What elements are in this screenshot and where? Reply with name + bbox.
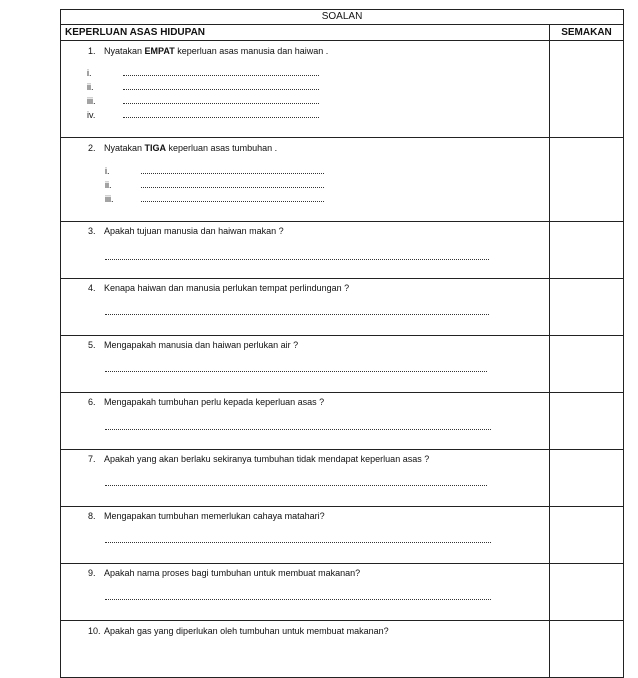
answer-line[interactable] — [105, 313, 489, 315]
question-row — [61, 393, 624, 450]
question-cell — [61, 393, 550, 450]
question-cell — [61, 41, 550, 138]
question-number: 6. — [88, 397, 96, 407]
check-cell[interactable] — [550, 222, 624, 279]
check-cell[interactable] — [550, 393, 624, 450]
question-number: 9. — [88, 568, 96, 578]
question-number: 8. — [88, 511, 96, 521]
question-row — [61, 222, 624, 279]
answer-line[interactable] — [105, 370, 487, 372]
question-text-part: Apakah tujuan manusia dan haiwan makan ? — [104, 226, 284, 236]
question-text-part: Apakah nama proses bagi tumbuhan untuk membuat makanan? — [104, 568, 361, 578]
column-header-topic: KEPERLUAN ASAS HIDUPAN — [61, 25, 550, 41]
sub-label: iii. — [105, 194, 114, 204]
question-text — [88, 568, 360, 578]
dotted-blank — [141, 172, 324, 174]
answer-line[interactable] — [105, 428, 491, 430]
question-row — [61, 507, 624, 564]
question-text-part: Nyatakan — [104, 46, 145, 56]
answer-line[interactable] — [105, 194, 324, 204]
question-text — [88, 143, 277, 153]
sub-label: ii. — [87, 82, 94, 92]
sub-label: iv. — [87, 110, 96, 120]
check-cell[interactable] — [550, 41, 624, 138]
answer-line[interactable] — [105, 541, 491, 543]
question-number: 1. — [88, 46, 96, 56]
check-cell[interactable] — [550, 507, 624, 564]
question-number: 2. — [88, 143, 96, 153]
question-text-part: Apakah yang akan berlaku sekiranya tumbuhan tidak mendapat keperluan asas ? — [104, 454, 430, 464]
dotted-blank — [123, 74, 319, 76]
question-number: 5. — [88, 340, 96, 350]
dotted-blank — [141, 200, 324, 202]
question-table — [60, 9, 624, 678]
question-row — [61, 336, 624, 393]
sheet-title: SOALAN — [61, 10, 624, 25]
answer-line[interactable] — [87, 110, 319, 120]
dotted-blank — [123, 116, 319, 118]
question-cell — [61, 507, 550, 564]
question-row — [61, 41, 624, 138]
sub-label: i. — [105, 166, 110, 176]
check-cell[interactable] — [550, 621, 624, 678]
dotted-blank — [141, 186, 324, 188]
header-row — [61, 25, 624, 41]
question-text — [88, 226, 284, 236]
sub-label: ii. — [105, 180, 112, 190]
question-emphasis: TIGA — [144, 143, 167, 153]
question-row — [61, 564, 624, 621]
answer-line[interactable] — [105, 258, 489, 260]
question-cell — [61, 222, 550, 279]
question-text-part: Mengapakah manusia dan haiwan perlukan air ? — [104, 340, 299, 350]
answer-line[interactable] — [105, 484, 487, 486]
question-cell — [61, 279, 550, 336]
question-text-part: Apakah gas yang diperlukan oleh tumbuhan untuk membuat makanan? — [104, 626, 389, 636]
question-text — [88, 397, 324, 407]
question-text-part: Mengapakan tumbuhan memerlukan cahaya matahari? — [104, 511, 325, 521]
question-text — [88, 46, 328, 56]
question-cell — [61, 621, 550, 678]
question-text — [88, 626, 389, 636]
check-cell[interactable] — [550, 450, 624, 507]
question-text-part: Nyatakan — [104, 143, 145, 153]
question-cell — [61, 336, 550, 393]
question-row — [61, 138, 624, 222]
question-row — [61, 450, 624, 507]
answer-line[interactable] — [87, 68, 319, 78]
answer-line[interactable] — [105, 598, 491, 600]
column-header-check: SEMAKAN — [550, 25, 624, 41]
answer-line[interactable] — [105, 180, 324, 190]
check-cell[interactable] — [550, 336, 624, 393]
question-text — [88, 454, 429, 464]
sub-label: iii. — [87, 96, 96, 106]
check-cell[interactable] — [550, 279, 624, 336]
question-number: 4. — [88, 283, 96, 293]
question-text — [88, 283, 349, 293]
check-cell[interactable] — [550, 564, 624, 621]
question-text-part: keperluan asas manusia dan haiwan . — [174, 46, 329, 56]
answer-line[interactable] — [105, 166, 324, 176]
question-text — [88, 511, 325, 521]
title-row — [61, 10, 624, 25]
question-cell — [61, 450, 550, 507]
dotted-blank — [123, 102, 319, 104]
question-text-part: Kenapa haiwan dan manusia perlukan tempat perlindungan ? — [104, 283, 350, 293]
answer-line[interactable] — [87, 82, 319, 92]
question-number: 10. — [88, 626, 101, 636]
question-cell — [61, 138, 550, 222]
question-text-part: keperluan asas tumbuhan . — [166, 143, 278, 153]
question-row — [61, 621, 624, 678]
question-row — [61, 279, 624, 336]
check-cell[interactable] — [550, 138, 624, 222]
question-text-part: Mengapakah tumbuhan perlu kepada keperluan asas ? — [104, 397, 325, 407]
question-number: 7. — [88, 454, 96, 464]
answer-line[interactable] — [87, 96, 319, 106]
question-number: 3. — [88, 226, 96, 236]
question-cell — [61, 564, 550, 621]
question-emphasis: EMPAT — [144, 46, 175, 56]
dotted-blank — [123, 88, 319, 90]
sub-label: i. — [87, 68, 92, 78]
question-text — [88, 340, 298, 350]
